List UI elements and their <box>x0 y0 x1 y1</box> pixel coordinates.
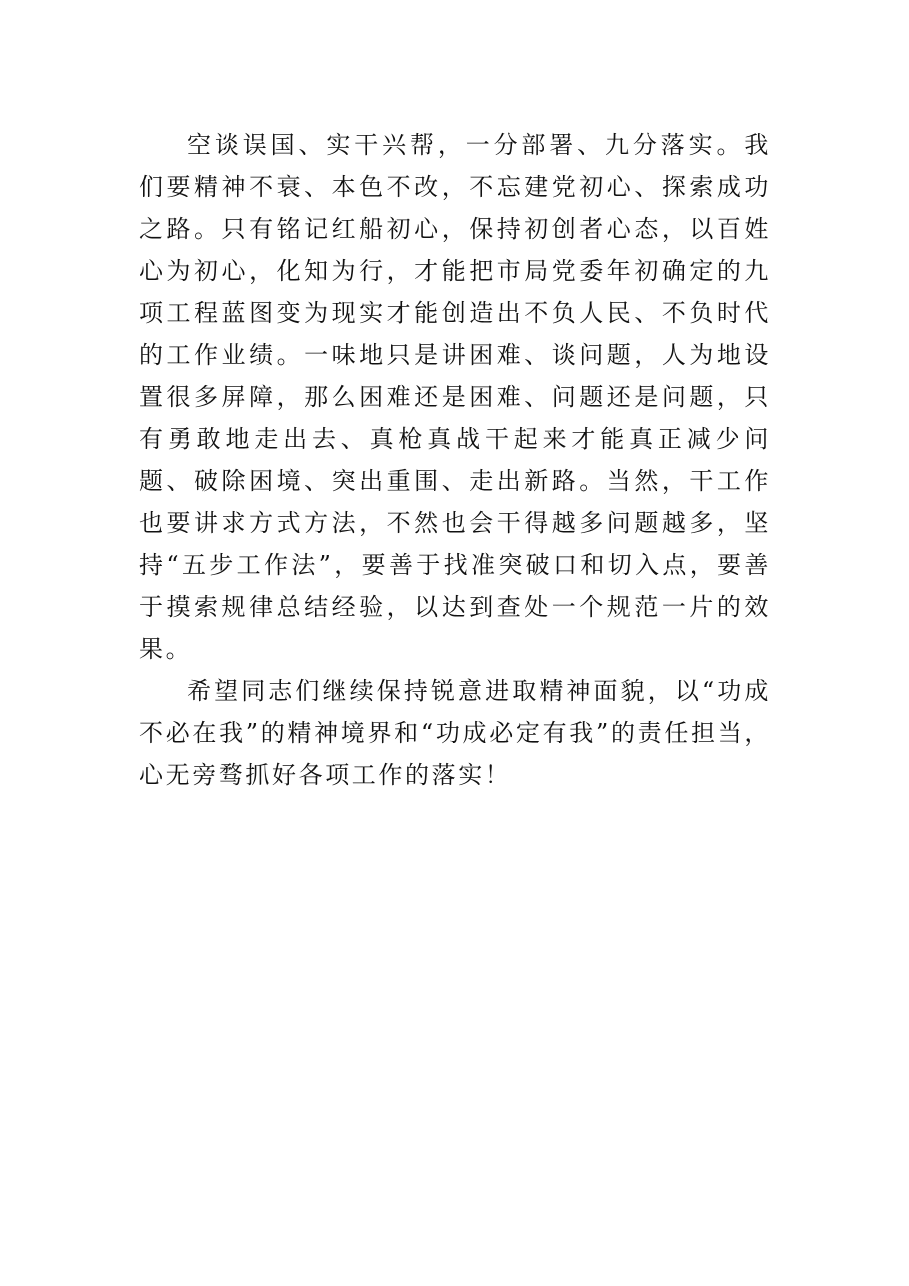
paragraph-2: 希望同志们继续保持锐意进取精神面貌，以“功成不必在我”的精神境界和“功成必定有我”的责任担当，心无旁骛抓好各项工作的落实！ <box>139 677 771 789</box>
document-body <box>139 124 771 796</box>
paragraph-1: 空谈误国、实干兴帮，一分部署、九分落实。我们要精神不衰、本色不改，不忘建党初心、探索成功之路。只有铭记红船初心，保持初创者心态，以百姓心为初心，化知为行，才能把市局党委年初确定的九项工程蓝图变为现实才能创造出不负人民、不负时代的工作业绩。一味地只是讲困难、谈问题，人为地设置很多屏障，那么困难还是困难、问题还是问题，只有勇敢地走出去、真枪真战干起来才能真正减少问题、破除困境、突出重围、走出新路。当然，干工作也要讲求方式方法，不然也会干得越多问题越多，坚持“五步工作法”，要善于找准突破口和切入点，要善于摸索规律总结经验，以达到查处一个规范一片的效果。 <box>139 131 771 663</box>
